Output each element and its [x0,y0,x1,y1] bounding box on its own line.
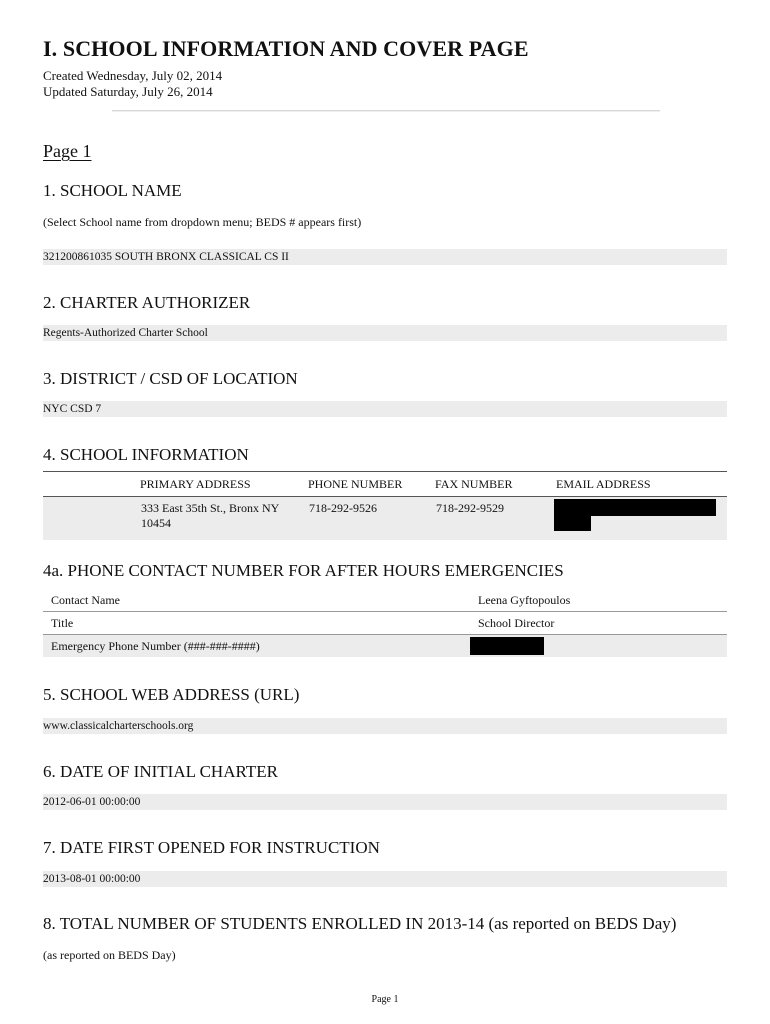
first-opened-value: 2013-08-01 00:00:00 [43,871,727,887]
email-redaction-block [554,516,591,531]
address-line-1: 333 East 35th St., Bronx NY [141,501,280,515]
column-header: FAX NUMBER [435,472,556,497]
school-information-heading: 4. SCHOOL INFORMATION [43,445,249,464]
contact-name-value: Leena Gyftopoulos [470,589,727,612]
email-redaction-block [554,499,716,516]
contact-name-label: Contact Name [43,589,470,612]
first-opened-heading: 7. DATE FIRST OPENED FOR INSTRUCTION [43,838,380,857]
table-header-row [43,472,727,497]
page-label: Page 1 [43,141,92,161]
address-cell [140,497,308,541]
table-row [43,589,727,612]
column-header: EMAIL ADDRESS [556,472,727,497]
school-name-value: 321200861035 SOUTH BRONX CLASSICAL CS II [43,249,727,265]
table-cell-spacer [43,497,140,541]
school-name-heading: 1. SCHOOL NAME [43,181,182,200]
column-header: PHONE NUMBER [308,472,435,497]
district-heading: 3. DISTRICT / CSD OF LOCATION [43,369,298,388]
page-footer: Page 1 [371,994,399,1005]
initial-charter-value: 2012-06-01 00:00:00 [43,794,727,810]
emergency-contact-table [43,589,727,657]
fax-cell: 718-292-9529 [435,497,556,541]
school-information-table [43,471,727,540]
web-address-value: www.classicalcharterschools.org [43,718,727,734]
charter-authorizer-value: Regents-Authorized Charter School [43,325,727,341]
email-cell [556,497,727,541]
school-name-note: (Select School name from dropdown menu; BEDS # appears first) [43,215,362,229]
updated-date: Updated Saturday, July 26, 2014 [43,84,213,99]
table-row [43,497,727,541]
charter-authorizer-heading: 2. CHARTER AUTHORIZER [43,293,251,312]
phone-redaction-block [470,637,544,655]
page-title: I. SCHOOL INFORMATION AND COVER PAGE [43,36,529,61]
column-header: PRIMARY ADDRESS [140,472,308,497]
initial-charter-heading: 6. DATE OF INITIAL CHARTER [43,762,278,781]
phone-cell: 718-292-9526 [308,497,435,541]
table-row [43,635,727,658]
emergency-phone-value [470,635,727,658]
district-value: NYC CSD 7 [43,401,727,417]
table-row [43,612,727,635]
table-header-spacer [43,472,140,497]
divider [112,110,660,111]
web-address-heading: 5. SCHOOL WEB ADDRESS (URL) [43,685,300,704]
total-enrolled-heading: 8. TOTAL NUMBER OF STUDENTS ENROLLED IN 2013-14 (as reported on BEDS Day) [43,914,677,933]
created-date: Created Wednesday, July 02, 2014 [43,68,223,83]
title-label: Title [43,612,470,635]
total-enrolled-note: (as reported on BEDS Day) [43,948,176,962]
title-value: School Director [470,612,727,635]
emergency-phone-label: Emergency Phone Number (###-###-####) [43,635,470,658]
address-line-2: 10454 [141,516,171,530]
emergency-contact-heading: 4a. PHONE CONTACT NUMBER FOR AFTER HOURS EMERGENCIES [43,561,564,580]
